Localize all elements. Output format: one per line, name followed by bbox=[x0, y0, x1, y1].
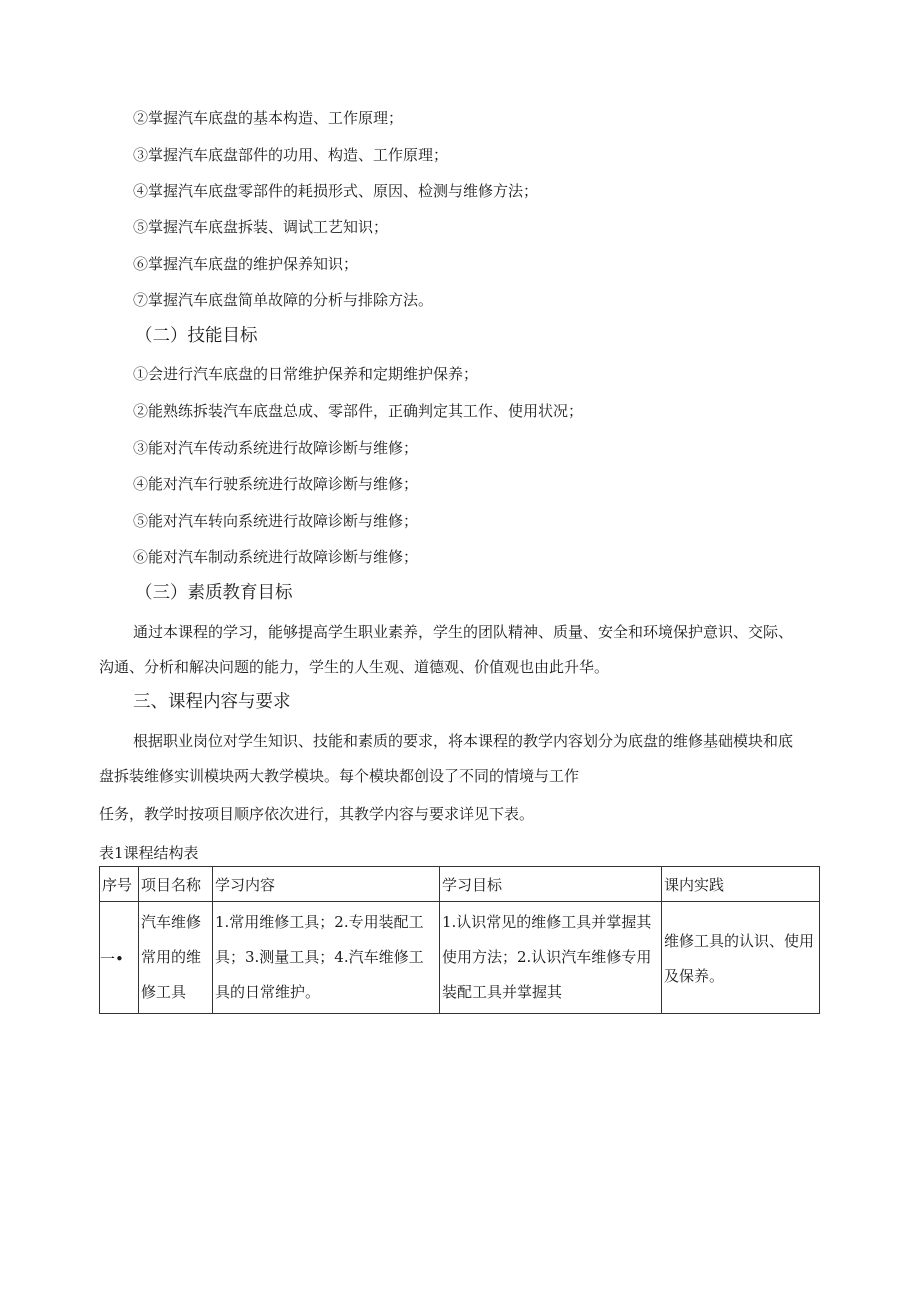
header-seq: 序号 bbox=[100, 867, 139, 902]
cell-practice: 维修工具的认识、使用及保养。 bbox=[662, 902, 820, 1014]
header-learning-goal: 学习目标 bbox=[440, 867, 662, 902]
header-practice: 课内实践 bbox=[662, 867, 820, 902]
section3-heading: 三、课程内容与要求 bbox=[133, 692, 291, 712]
quality-paragraph-line-1: 通过本课程的学习，能够提高学生职业素养，学生的团队精神、质量、安全和环境保护意识、交际、 bbox=[133, 623, 794, 641]
skills-item-6: ⑥能对汽车制动系统进行故障诊断与维修； bbox=[133, 548, 419, 566]
quality-heading: （三）素质教育目标 bbox=[135, 583, 293, 603]
skills-item-2: ②能熟练拆装汽车底盘总成、零部件，正确判定其工作、使用状况； bbox=[133, 402, 584, 420]
table-header-row bbox=[100, 867, 820, 902]
knowledge-item-7: ⑦掌握汽车底盘简单故障的分析与排除方法。 bbox=[133, 291, 434, 309]
knowledge-item-2: ②掌握汽车底盘的基本构造、工作原理； bbox=[133, 109, 404, 127]
knowledge-item-6: ⑥掌握汽车底盘的维护保养知识； bbox=[133, 255, 359, 273]
skills-item-1: ①会进行汽车底盘的日常维护保养和定期维护保养； bbox=[133, 365, 479, 383]
quality-paragraph-line-2: 沟通、分析和解决问题的能力，学生的人生观、道德观、价值观也由此升华。 bbox=[99, 658, 610, 676]
cell-learning-content: 1.常用维修工具；2.专用装配工具；3.测量工具；4.汽车维修工具的日常维护。 bbox=[213, 902, 440, 1014]
cell-project-name: 汽车维修常用的维修工具 bbox=[139, 902, 213, 1014]
cell-seq: 一• bbox=[100, 902, 139, 1014]
skills-item-3: ③能对汽车传动系统进行故障诊断与维修； bbox=[133, 439, 419, 457]
table-caption: 表1课程结构表 bbox=[99, 844, 199, 862]
course-structure-table bbox=[99, 866, 820, 1014]
skills-heading: （二）技能目标 bbox=[135, 326, 258, 346]
section3-paragraph-line-1: 根据职业岗位对学生知识、技能和素质的要求，将本课程的教学内容划分为底盘的维修基础模块和底 bbox=[133, 732, 794, 750]
knowledge-item-5: ⑤掌握汽车底盘拆装、调试工艺知识； bbox=[133, 218, 389, 236]
skills-item-4: ④能对汽车行驶系统进行故障诊断与维修； bbox=[133, 475, 419, 493]
header-project-name: 项目名称 bbox=[139, 867, 213, 902]
section3-paragraph-line-2: 盘拆装维修实训模块两大教学模块。每个模块都创设了不同的情境与工作 bbox=[99, 767, 580, 785]
skills-item-5: ⑤能对汽车转向系统进行故障诊断与维修； bbox=[133, 512, 419, 530]
section3-paragraph-line-3: 任务，教学时按项目顺序依次进行，其教学内容与要求详见下表。 bbox=[99, 805, 535, 823]
header-learning-content: 学习内容 bbox=[213, 867, 440, 902]
knowledge-item-3: ③掌握汽车底盘部件的功用、构造、工作原理； bbox=[133, 146, 449, 164]
cell-learning-goal: 1.认识常见的维修工具并掌握其使用方法；2.认识汽车维修专用装配工具并掌握其 bbox=[440, 902, 662, 1014]
table-row bbox=[100, 902, 820, 1014]
knowledge-item-4: ④掌握汽车底盘零部件的耗损形式、原因、检测与维修方法； bbox=[133, 182, 539, 200]
